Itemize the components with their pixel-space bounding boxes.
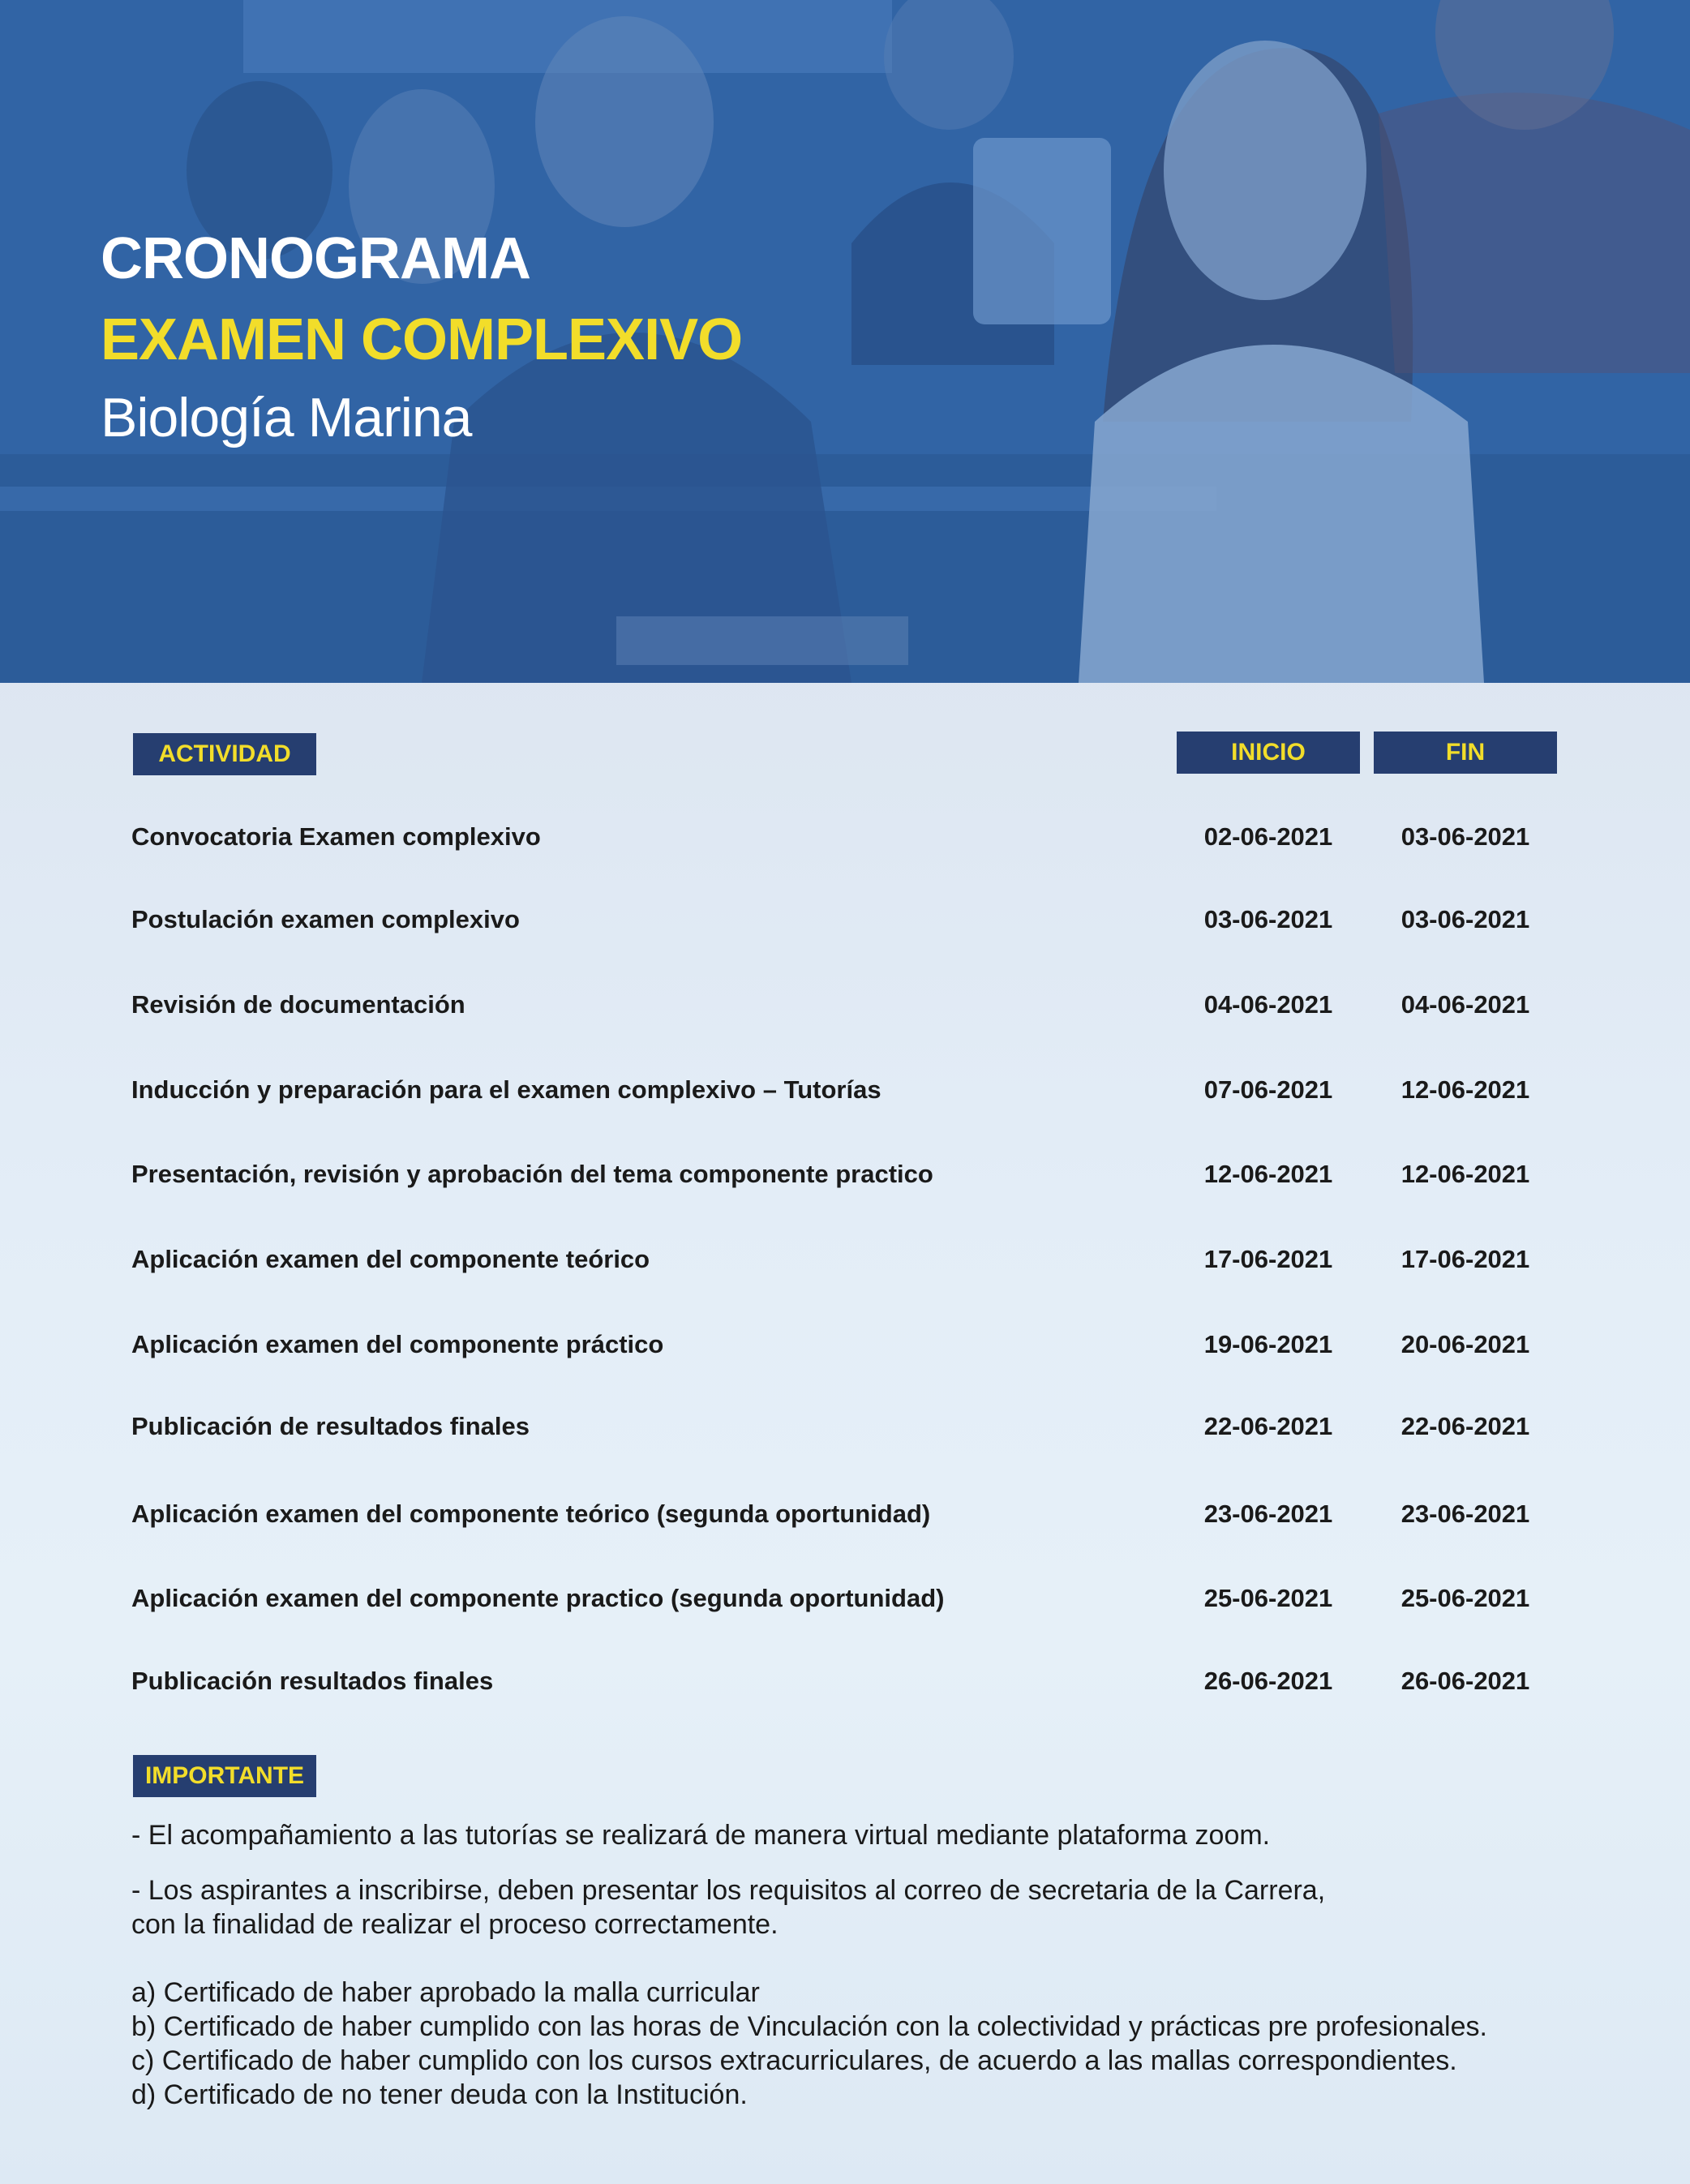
start-date-cell: 23-06-2021: [1203, 1500, 1333, 1528]
end-date-cell: 12-06-2021: [1400, 1160, 1530, 1188]
activity-cell: Aplicación examen del componente teórico (segunda oportunidad): [131, 1500, 931, 1528]
start-date-cell: 22-06-2021: [1203, 1412, 1333, 1440]
end-date-cell: 22-06-2021: [1400, 1412, 1530, 1440]
start-date-cell: 19-06-2021: [1203, 1330, 1333, 1358]
end-date-cell: 25-06-2021: [1400, 1584, 1530, 1612]
end-date-cell: 03-06-2021: [1400, 905, 1530, 933]
start-date-cell: 02-06-2021: [1203, 822, 1333, 851]
activity-cell: Publicación resultados finales: [131, 1667, 494, 1695]
note-requisitos-line2: con la finalidad de realizar el proceso correctamente.: [131, 1909, 779, 1940]
activity-cell: Aplicación examen del componente práctico: [131, 1330, 664, 1358]
table-row: [0, 1330, 1690, 1362]
end-date-cell: 23-06-2021: [1400, 1500, 1530, 1528]
start-date-cell: 12-06-2021: [1203, 1160, 1333, 1188]
requirement-a: a) Certificado de haber aprobado la malla curricular: [131, 1977, 760, 2008]
requirement-c: c) Certificado de haber cumplido con los cursos extracurriculares, de acuerdo a las mallas correspondientes.: [131, 2045, 1457, 2076]
end-date-cell: 20-06-2021: [1400, 1330, 1530, 1358]
end-date-cell: 04-06-2021: [1400, 990, 1530, 1019]
end-date-cell: 03-06-2021: [1400, 822, 1530, 851]
table-row: [0, 1160, 1690, 1192]
header-fin: FIN: [1374, 732, 1557, 774]
start-date-cell: 03-06-2021: [1203, 905, 1333, 933]
table-row: [0, 822, 1690, 855]
title-cronograma: CRONOGRAMA: [101, 226, 530, 291]
subtitle-career: Biología Marina: [101, 387, 472, 448]
end-date-cell: 17-06-2021: [1400, 1245, 1530, 1273]
table-row: [0, 1500, 1690, 1532]
activity-cell: Presentación, revisión y aprobación del tema componente practico: [131, 1160, 933, 1188]
header-actividad: ACTIVIDAD: [133, 733, 316, 775]
activity-cell: Revisión de documentación: [131, 990, 465, 1019]
start-date-cell: 07-06-2021: [1203, 1075, 1333, 1104]
end-date-cell: 26-06-2021: [1400, 1667, 1530, 1695]
title-examen-complexivo: EXAMEN COMPLEXIVO: [101, 307, 743, 372]
table-row: [0, 905, 1690, 938]
activity-cell: Postulación examen complexivo: [131, 905, 520, 933]
requirement-d: d) Certificado de no tener deuda con la Institución.: [131, 2079, 748, 2110]
end-date-cell: 12-06-2021: [1400, 1075, 1530, 1104]
table-row: [0, 1245, 1690, 1277]
start-date-cell: 17-06-2021: [1203, 1245, 1333, 1273]
activity-cell: Convocatoria Examen complexivo: [131, 822, 541, 851]
header-inicio: INICIO: [1177, 732, 1360, 774]
activity-cell: Publicación de resultados finales: [131, 1412, 530, 1440]
important-label: IMPORTANTE: [133, 1755, 316, 1797]
table-row: [0, 1412, 1690, 1444]
table-row: [0, 990, 1690, 1023]
activity-cell: Inducción y preparación para el examen complexivo – Tutorías: [131, 1075, 881, 1104]
note-requisitos-line1: - Los aspirantes a inscribirse, deben presentar los requisitos al correo de secretaria de la Carrera,: [131, 1875, 1326, 1906]
start-date-cell: 04-06-2021: [1203, 990, 1333, 1019]
hero-banner: [0, 0, 1690, 683]
activity-cell: Aplicación examen del componente practico (segunda oportunidad): [131, 1584, 945, 1612]
start-date-cell: 25-06-2021: [1203, 1584, 1333, 1612]
table-row: [0, 1667, 1690, 1699]
table-row: [0, 1584, 1690, 1616]
requirement-b: b) Certificado de haber cumplido con las horas de Vinculación con la colectividad y prácticas pre profesionales.: [131, 2011, 1487, 2042]
table-row: [0, 1075, 1690, 1108]
start-date-cell: 26-06-2021: [1203, 1667, 1333, 1695]
note-tutorias: - El acompañamiento a las tutorías se realizará de manera virtual mediante plataforma zoom.: [131, 1820, 1271, 1851]
activity-cell: Aplicación examen del componente teórico: [131, 1245, 650, 1273]
